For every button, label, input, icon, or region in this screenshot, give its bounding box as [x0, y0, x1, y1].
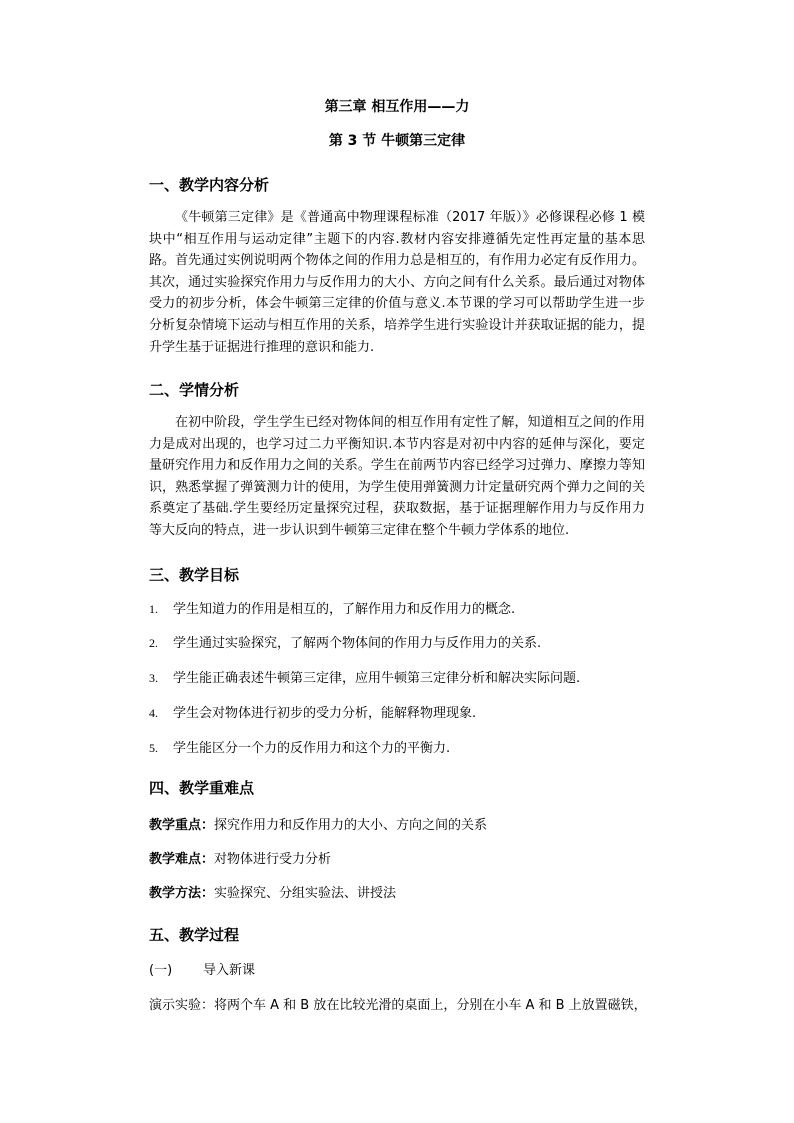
heading-student-analysis: 二、学情分析 — [149, 381, 240, 399]
key-point-line — [149, 817, 487, 835]
method-label: 教学方法： — [149, 886, 215, 901]
goal-item — [149, 600, 515, 619]
goal-item — [149, 634, 541, 653]
goal-item — [149, 704, 476, 723]
goal-number: 2. — [149, 636, 158, 650]
paragraph-student-analysis: 在初中阶段，学生学生已经对物体间的相互作用有定性了解，知道相互之间的作用力是成对出现的，也学习过二力平衡知识.本节内容是对初中内容的延伸与深化，要定量研究作用力和反作用力之间的关系。学生在前两节内容已经学习过弹力、摩擦力等知识，熟悉掌握了弹簧测力计的使用，为学生使用弹簧测力计定量研究两个弹力之间的关系奠定了基础.学生要经历定量探究过程，获取数据，基于证据理解作用力与反作用力等大反向的特点，进一步认识到牛顿第三定律在整个牛顿力学体系的地位. — [149, 415, 645, 538]
goal-text: 学生能正确表述牛顿第三定律，应用牛顿第三定律分析和解决实际问题. — [173, 671, 581, 686]
difficulty-line — [149, 851, 331, 869]
goal-number: 4. — [149, 706, 158, 720]
goal-number: 3. — [149, 671, 158, 685]
subsection-index: (一) — [149, 963, 173, 978]
goal-text: 学生通过实验探究，了解两个物体间的作用力与反作用力的关系. — [173, 636, 542, 651]
subsection-title: 导入新课 — [203, 963, 256, 978]
goal-item — [149, 669, 580, 688]
heading-content-analysis: 一、教学内容分析 — [149, 176, 270, 194]
heading-teaching-goals: 三、教学目标 — [149, 566, 240, 584]
heading-teaching-process: 五、教学过程 — [149, 926, 240, 944]
goal-item — [149, 739, 450, 758]
goal-text: 学生知道力的作用是相互的，了解作用力和反作用力的概念. — [173, 602, 516, 617]
goal-text: 学生能区分一个力的反作用力和这个力的平衡力. — [173, 741, 451, 756]
difficulty-label: 教学难点： — [149, 852, 215, 867]
heading-key-points: 四、教学重难点 — [149, 779, 255, 797]
goal-number: 5. — [149, 741, 158, 755]
chapter-title: 第三章 相互作用——力 — [324, 99, 470, 115]
demo-paragraph: 演示实验：将两个车 A 和 B 放在比较光滑的桌面上，分别在小车 A 和 B 上放置磁铁， — [149, 998, 647, 1013]
goal-text: 学生会对物体进行初步的受力分析，能解释物理现象. — [173, 706, 477, 721]
section-title: 第 3 节 牛顿第三定律 — [328, 133, 466, 149]
key-point-label: 教学重点： — [149, 818, 215, 833]
method-line — [149, 885, 396, 903]
key-point-text: 探究作用力和反作用力的大小、方向之间的关系 — [214, 818, 488, 833]
subsection-intro — [149, 962, 255, 980]
goal-number: 1. — [149, 602, 158, 616]
method-text: 实验探究、分组实验法、讲授法 — [214, 886, 397, 901]
difficulty-text: 对物体进行受力分析 — [214, 852, 332, 867]
paragraph-content-analysis: 《牛顿第三定律》是《普通高中物理课程标准（2017 年版）》必修课程必修 1 模块中“相互作用与运动定律”主题下的内容.教材内容安排遵循先定性再定量的基本思路。首先通过实例说明两个物体之间的作用力总是相互的，有作用力必定有反作用力。其次，通过实验探究作用力与反作用力的大小、方向之间有什么关系。最后通过对物体受力的初步分析，体会牛顿第三定律的价值与意义.本节课的学习可以帮助学生进一步分析复杂情境下运动与相互作用的关系，培养学生进行实验设计并获取证据的能力，提升学生基于证据进行推理的意识和能力. — [149, 210, 645, 355]
